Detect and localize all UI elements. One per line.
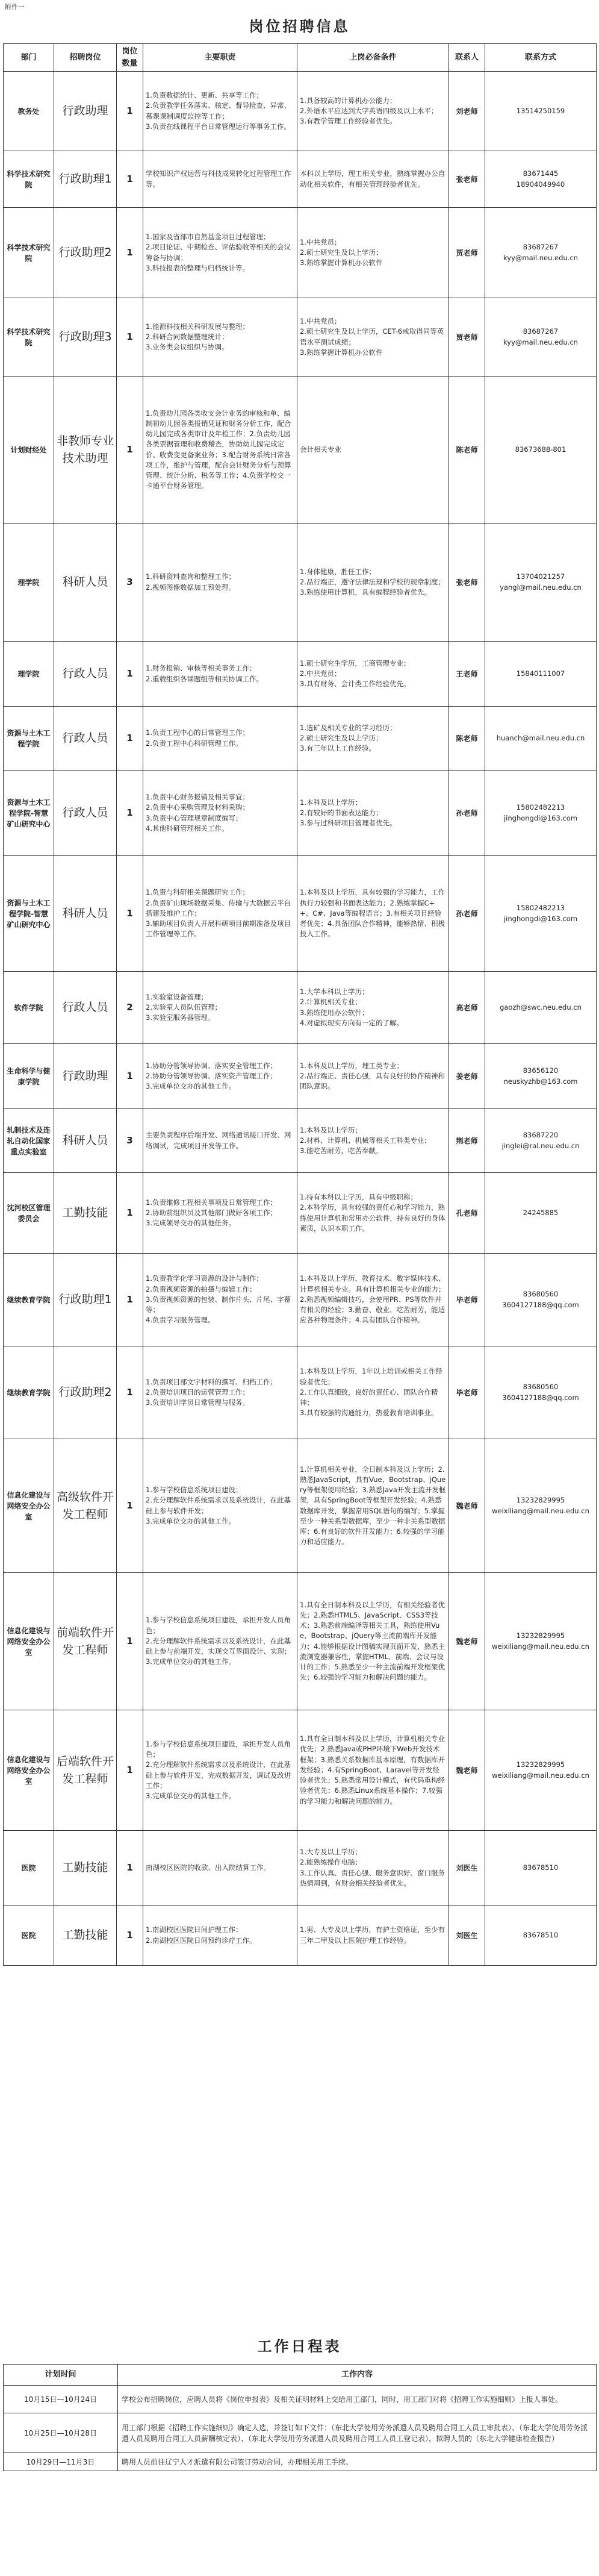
job-count: 1 [117, 856, 143, 972]
job-position: 行政助理2 [54, 1346, 117, 1439]
job-requirements: 本科以上学历，理工相关专业，熟练掌握办公自动化相关软件，有相关管理经验者优先。 [297, 151, 449, 208]
job-contact: 贾老师 [449, 208, 485, 298]
job-count: 1 [117, 1346, 143, 1439]
schedule-row [4, 2386, 597, 2413]
header-requirements: 上岗必备条件 [297, 44, 449, 72]
job-count: 3 [117, 524, 143, 642]
job-contact-way: 13232829995 weixiliang@mail.neu.edu.cn [485, 1573, 597, 1710]
schedule-header-content: 工作内容 [118, 2365, 597, 2386]
job-dept: 继续教育学院 [4, 1346, 54, 1439]
table-row [4, 208, 597, 298]
job-contact: 刘医生 [449, 1831, 485, 1905]
job-duties: 南湖校区医院的收款、出入院结算工作。 [143, 1831, 297, 1905]
job-contact: 魏老师 [449, 1710, 485, 1831]
job-contact: 张老师 [449, 151, 485, 208]
schedule-time: 10月15日—10月24日 [4, 2386, 118, 2413]
job-requirements: 1.男、大专及以上学历，有护士资格证，至少有三年二甲及以上医院护理工作经验。 [297, 1905, 449, 1966]
table-row [4, 1573, 597, 1710]
header-contact: 联系人 [449, 44, 485, 72]
table-row [4, 771, 597, 856]
job-contact: 刘老师 [449, 72, 485, 151]
job-contact-way: 15802482213 jinghongdi@163.com [485, 771, 597, 856]
job-contact: 孙老师 [449, 771, 485, 856]
job-duties: 1.科研资料查询和整理工作； 2.视频图像数据加工预处理。 [143, 524, 297, 642]
job-dept: 资源与土木工程学院 [4, 707, 54, 771]
job-duties: 1.实验室设备管理； 2.实验室人员队伍管理； 3.实验室服务器管理。 [143, 972, 297, 1044]
job-position: 高级软件开发工程师 [54, 1439, 117, 1573]
job-position: 行政人员 [54, 972, 117, 1044]
job-duties: 1.负责中心财务报销及相关事宜； 2.负责中心采购管理及材料采购； 3.负责中心管理规章制度编写； 4.其他科研管理相关工作。 [143, 771, 297, 856]
header-contact-way: 联系方式 [485, 44, 597, 72]
header-position: 招聘岗位 [54, 44, 117, 72]
job-contact: 毕老师 [449, 1254, 485, 1346]
annex-label: 附件一 [5, 3, 25, 11]
job-requirements: 会计相关专业 [297, 377, 449, 524]
job-contact-way: 83680560 3604127188@qq.com [485, 1346, 597, 1439]
job-contact-way: 83678510 [485, 1905, 597, 1966]
job-contact: 魏老师 [449, 1439, 485, 1573]
job-dept: 理学院 [4, 524, 54, 642]
schedule-header-time: 计划时间 [4, 2365, 118, 2386]
job-dept: 沈河校区管理委员会 [4, 1173, 54, 1254]
job-requirements: 1.本科及以上学历，理工类专业； 2.品行端正、责任心强，具有良好的协作精神和团队意识。 [297, 1044, 449, 1109]
job-contact: 毕老师 [449, 1346, 485, 1439]
job-dept: 继续教育学院 [4, 1254, 54, 1346]
job-position: 行政助理1 [54, 1254, 117, 1346]
schedule-content: 用工部门根据《招聘工作实施细则》确定人选，并签订如下文件：（东北大学使用劳务派遣人员及聘用合同工人员工审批表）、（东北大学使用劳务派遣人员及聘用合同工人员薪酬核定表）、（东北大学使用劳务派遣人员及聘用合同工人员工登记表），拟聘人员的（东北大学健康检查报告） [118, 2413, 597, 2453]
job-count: 1 [117, 771, 143, 856]
table-header-row [4, 44, 597, 72]
table-row [4, 856, 597, 972]
job-position: 行政人员 [54, 707, 117, 771]
table-row [4, 1254, 597, 1346]
job-contact: 王老师 [449, 642, 485, 707]
job-dept: 软件学院 [4, 972, 54, 1044]
table-row [4, 1044, 597, 1109]
job-position: 行政人员 [54, 642, 117, 707]
job-contact-way: 83687267 kyy@mail.neu.edu.cn [485, 298, 597, 377]
table-row [4, 707, 597, 771]
job-requirements: 1.中共党员； 2.硕士研究生及以上学历； 3.熟练掌握计算机办公软件 [297, 208, 449, 298]
job-contact-way: 13514250159 [485, 72, 597, 151]
job-duties: 1.能源科技相关科研发展与整理； 2.科研合同数据整理统计； 3.业务类会议组织与协调。 [143, 298, 297, 377]
job-requirements: 1.本科及以上学历，教育技术、数字媒体技术、计算机相关专业。具有计算机相关专业的能力；2.熟悉视频编辑技巧，会使用PR、PS等软件并有相关的经验；3.勤奋、敬业、吃苦耐劳，能适应各种物理条件；4.具有团队合作精神。 [297, 1254, 449, 1346]
job-contact: 陈老师 [449, 377, 485, 524]
job-contact-way: 83671445 18904049940 [485, 151, 597, 208]
job-position: 科研人员 [54, 856, 117, 972]
job-contact-way: 13232829995 weixiliang@mail.neu.edu.cn [485, 1439, 597, 1573]
job-position: 科研人员 [54, 1109, 117, 1173]
job-position: 行政人员 [54, 771, 117, 856]
job-count: 1 [117, 72, 143, 151]
job-count: 1 [117, 1439, 143, 1573]
job-requirements: 1.中共党员； 2.硕士研究生及以上学历，CET-6或取得同等英语水平测试成绩； 3.熟练掌握计算机办公软件 [297, 298, 449, 377]
job-duties: 1.负责幼儿园各类收支会计业务的审核和单、编制初幼儿园各类报销凭证和财务分析工作，配合幼儿园完成各类审计及年检工作；2.负责幼儿园各类票据管理和收费稽查，协助幼儿园完成定价、收费变更备案业务；3.配合财务系统日常各项工作，维护与管理，配合会计财务分析与预算管理、统计分析、税务等工作；4.负责学校交一卡通平台财务管理。 [143, 377, 297, 524]
job-duties: 1.负责数据统计、更新、共享等工作； 2.负责教学任务落实、核定、督导检查、异常、慕课课制调度监控等工作； 3.负责在线课程平台日常管理运行等事务工作。 [143, 72, 297, 151]
job-contact-way: 83680560 3604127188@qq.com [485, 1254, 597, 1346]
job-position: 行政助理3 [54, 298, 117, 377]
job-count: 1 [117, 298, 143, 377]
job-contact: 高老师 [449, 972, 485, 1044]
job-contact: 陈老师 [449, 707, 485, 771]
schedule-time: 10月29日—11月3日 [4, 2453, 118, 2471]
job-duties: 1.国家及省部市自然基金项目过程管理； 2.项目论证、中期检查、评估验收等相关的会议筹备与协调； 3.科技报表的整理与归档统计等。 [143, 208, 297, 298]
table-row [4, 151, 597, 208]
job-count: 2 [117, 972, 143, 1044]
job-requirements: 1.本科及以上学历，1年以上培训或相关工作经验者优先； 2.工作认真细致，良好的责任心、团队合作精神； 3.具有较强的沟通能力，热爱教育培训事业。 [297, 1346, 449, 1439]
job-requirements: 1.本科及以上学历； 2.材料、计算机、机械等相关工科类专业； 3.能吃苦耐劳，吃苦奉献。 [297, 1109, 449, 1173]
schedule-title: 工作日程表 [257, 2338, 342, 2355]
jobs-table [3, 43, 597, 1966]
job-position: 后端软件开发工程师 [54, 1710, 117, 1831]
job-position: 非教师专业技术助理 [54, 377, 117, 524]
job-contact: 孔老师 [449, 1173, 485, 1254]
job-contact-way: 83673688-801 [485, 377, 597, 524]
table-row [4, 1710, 597, 1831]
job-count: 1 [117, 377, 143, 524]
job-position: 行政助理 [54, 1044, 117, 1109]
job-dept: 资源与土木工程学院-智慧矿山研究中心 [4, 771, 54, 856]
job-position: 前端软件开发工程师 [54, 1573, 117, 1710]
header-dept: 部门 [4, 44, 54, 72]
job-dept: 科学技术研究院 [4, 298, 54, 377]
job-count: 1 [117, 1173, 143, 1254]
schedule-header-row [4, 2365, 597, 2386]
job-requirements: 1.具备较高的计算机办公能力； 2.外语水平应达到大学英语四级及以上水平； 3.有教学管理工作经验者优先。 [297, 72, 449, 151]
job-dept: 轧制技术及连轧自动化国家重点实验室 [4, 1109, 54, 1173]
table-row [4, 524, 597, 642]
job-contact-way: gaozh@swc.neu.edu.cn [485, 972, 597, 1044]
job-contact-way: 24245885 [485, 1173, 597, 1254]
job-duties: 1.负责项目部文字材料的撰写、归档工作； 2.负责培训项目的运营管理工作； 3.负责培训学员日常管理与服务。 [143, 1346, 297, 1439]
table-row [4, 377, 597, 524]
job-dept: 信息化建设与网络安全办公室 [4, 1573, 54, 1710]
table-row [4, 1109, 597, 1173]
job-requirements: 1.本科及以上学历，具有较强的学习能力，工作执行力较强和书面表达能力；2.熟练掌握C++、C#、Java等编程语言；3.有相关项目经验者优先；4.具备团队合作精神，能够热情、积极投入工作。 [297, 856, 449, 972]
job-position: 行政助理 [54, 72, 117, 151]
schedule-content: 学校公布招聘岗位，应聘人员将《岗位申报表》及相关证明材料上交给用工部门，同时，用工部门对将《招聘工作实施细则》上报人事处。 [118, 2386, 597, 2413]
job-dept: 信息化建设与网络安全办公室 [4, 1710, 54, 1831]
job-dept: 科学技术研究院 [4, 208, 54, 298]
job-position: 工勤技能 [54, 1905, 117, 1966]
job-position: 工勤技能 [54, 1173, 117, 1254]
job-duties: 1.财务报销、审核等相关事务工作； 2.重载组织各课题组等相关协调工作。 [143, 642, 297, 707]
table-row [4, 72, 597, 151]
job-dept: 信息化建设与网络安全办公室 [4, 1439, 54, 1573]
job-contact: 张老师 [449, 524, 485, 642]
job-requirements: 1.具有全日制本科及以上学历，计算机相关专业优先；2.熟悉Java或PHP环境下Web开发技术框架；3.熟悉关系数据库基本原理，有数据库开发经验；4.有SpringBoot、Laravel等开发经验者优先；5.熟悉常用设计模式，有代码重构经验者优先；6.熟悉Linux系统基本操作；7.较强的学习能力和解决问题的能力。 [297, 1710, 449, 1831]
job-contact-way: 15840111007 [485, 642, 597, 707]
job-dept: 医院 [4, 1905, 54, 1966]
job-contact: 贾老师 [449, 298, 485, 377]
job-requirements: 1.大专及以上学历； 2.能熟练操作电脑； 3.工作认真、责任心强、服务意识好、窗口服务热情周到，有财会相关经验者优先。 [297, 1831, 449, 1905]
job-duties: 主要负责程序后端开发、网络通讯接口开发、网络调试，完成项目开发等工作。 [143, 1109, 297, 1173]
job-contact: 荆老师 [449, 1109, 485, 1173]
job-contact-way: 83687267 kyy@mail.neu.edu.cn [485, 208, 597, 298]
job-dept: 计划财经处 [4, 377, 54, 524]
job-contact-way: 15802482213 jinghongdi@163.com [485, 856, 597, 972]
job-count: 1 [117, 208, 143, 298]
job-count: 1 [117, 707, 143, 771]
job-dept: 教务处 [4, 72, 54, 151]
job-position: 科研人员 [54, 524, 117, 642]
table-row [4, 1346, 597, 1439]
job-duties: 学校知识产权运营与科技成果转化过程管理工作等。 [143, 151, 297, 208]
table-row [4, 972, 597, 1044]
job-requirements: 1.身体健康，胜任工作； 2.品行端正，遵守法律法规和学校的规章制度； 3.熟练使用计算机，具有编程经验者优先。 [297, 524, 449, 642]
job-count: 1 [117, 1831, 143, 1905]
job-count: 1 [117, 1254, 143, 1346]
job-requirements: 1.持有本科以上学历，具有中级职称； 2.本科学历，具有较强的责任心和学习能力，熟练使用计算机和常用办公软件，持有良好的身体素质，认识本职工作。 [297, 1173, 449, 1254]
job-contact: 魏老师 [449, 1573, 485, 1710]
job-duties: 1.负责维修工程相关事项及日常管理工作； 2.协助前组织员及其他部门做好各项工作； 3.完成领导交办的其他任务。 [143, 1173, 297, 1254]
table-row [4, 1905, 597, 1966]
job-dept: 医院 [4, 1831, 54, 1905]
job-dept: 生命科学与健康学院 [4, 1044, 54, 1109]
job-position: 工勤技能 [54, 1831, 117, 1905]
job-count: 1 [117, 1710, 143, 1831]
schedule-content: 聘用人员前往辽宁人才派遣有限公司签订劳动合同，办理相关用工手续。 [118, 2453, 597, 2471]
job-contact: 姜老师 [449, 1044, 485, 1109]
header-count: 岗位数量 [117, 44, 143, 72]
job-duties: 1.参与学校信息系统项目建设，承担开发人员角色； 2.充分理解软件系统需求以及系统设计，在此基础上参与软件开发，完成数据开发，调试及改进工作； 3.完成单位交办的其他工作。 [143, 1710, 297, 1831]
job-dept: 资源与土木工程学院-智慧矿山研究中心 [4, 856, 54, 972]
schedule-table [3, 2364, 597, 2471]
job-contact-way: 83687220 jinglei@ral.neu.edu.cn [485, 1109, 597, 1173]
job-contact: 孙老师 [449, 856, 485, 972]
job-contact: 刘医生 [449, 1905, 485, 1966]
job-count: 1 [117, 1573, 143, 1710]
job-contact-way: 83678510 [485, 1831, 597, 1905]
job-requirements: 1.选矿及相关专业的学习经历； 2.硕士研究生及以上学历； 3.有三年以上工作经验。 [297, 707, 449, 771]
job-dept: 理学院 [4, 642, 54, 707]
job-requirements: 1.硕士研究生学历，工商管理专业； 2.中共党员； 3.具有财务、会计类工作经验优先。 [297, 642, 449, 707]
schedule-time: 10月25日—10月28日 [4, 2413, 118, 2453]
table-row [4, 298, 597, 377]
job-duties: 1.参与学校信息系统项目建设； 2.充分理解软件系统需求以及系统设计，在此基础上参与软件开发； 3.完成单位交办的其他工作。 [143, 1439, 297, 1573]
page-title: 岗位招聘信息 [249, 18, 350, 35]
job-requirements: 1.计算机相关专业，全日制本科及以上学历；2.熟悉JavaScript，具有Vue、Bootstrap、jQuery等框架使用经验；3.熟悉Java开发主流开发框架，具有SpringBoot等框架开发经验；4.熟悉数据库开发，掌握常用SQL语句的编写；5.掌握至少一种关系型数据库，至少一种非关系型数据库；6.有良好的软件开发能力；6.较强的学习能力和适应能力。 [297, 1439, 449, 1573]
header-duties: 主要职责 [143, 44, 297, 72]
job-position: 行政助理1 [54, 151, 117, 208]
job-requirements: 1.大学本科以上学历； 2.计算机相关专业； 3.熟练使用办公软件； 4.对虚拟现实方向有一定的了解。 [297, 972, 449, 1044]
table-row [4, 1173, 597, 1254]
job-requirements: 1.本科及以上学历； 2.有较好的书面表达能力； 3.参与过科研项目管理者优先。 [297, 771, 449, 856]
job-duties: 1.南湖校区医院日间护理工作； 2.南湖校区医院日间预约诊疗工作。 [143, 1905, 297, 1966]
job-contact-way: 83656120 neuskyzhb@163.com [485, 1044, 597, 1109]
job-requirements: 1.具有全日制本科及以上学历，有相关经验者优先；2.熟悉HTML5、JavaScript、CSS3等技术；3.熟悉前端编译等相关工具，熟练使用Vue、Bootstrap、jQuery等主流前端库开发能力；4.能够根据设计图稿实现页面开发，熟悉主流浏览器兼容性，掌握HTML、前端、会议与设计的工作；5.熟悉至少一种主流前端开发框架优先；6.较强的学习能力和解决问题的能力。 [297, 1573, 449, 1710]
schedule-row [4, 2453, 597, 2471]
job-contact-way: 13704021257 yangl@mail.neu.edu.cn [485, 524, 597, 642]
table-row [4, 1439, 597, 1573]
table-row [4, 1831, 597, 1905]
job-count: 3 [117, 1109, 143, 1173]
job-dept: 科学技术研究院 [4, 151, 54, 208]
job-count: 1 [117, 642, 143, 707]
job-duties: 1.负责与科研相关课题研究工作； 2.负责矿山现场数据采集、传输与大数据云平台搭建及维护工作； 3.辅助项目负责人开展科研项目前期准备及项目工作管理等工作。 [143, 856, 297, 972]
job-contact-way: huanch@mail.neu.edu.cn [485, 707, 597, 771]
job-duties: 1.负责教学化学习资源的设计与制作； 2.负责视频资源的拍摄与编辑工作； 3.负责视频资源的包装、制作片头、片尾、字幕等； 4.负责学习服务管理。 [143, 1254, 297, 1346]
job-count: 1 [117, 1905, 143, 1966]
job-count: 1 [117, 151, 143, 208]
job-count: 1 [117, 1044, 143, 1109]
job-duties: 1.参与学校信息系统项目建设，承担开发人员角色； 2.充分理解软件系统需求以及系统设计，在此基础上参与前端开发，实现交互界面设计、实现； 3.完成单位交办的其他工作。 [143, 1573, 297, 1710]
job-contact-way: 13232829995 weixiliang@mail.neu.edu.cn [485, 1710, 597, 1831]
table-row [4, 642, 597, 707]
job-duties: 1.协助分管领导协调、落实安全管理工作； 2.协助分管领导协调、落实资产管理工作； 3.完成单位交办的其他工作。 [143, 1044, 297, 1109]
job-position: 行政助理2 [54, 208, 117, 298]
schedule-row [4, 2413, 597, 2453]
job-duties: 1.负责工程中心的日常管理工作； 2.负责工程中心科研管理工作。 [143, 707, 297, 771]
